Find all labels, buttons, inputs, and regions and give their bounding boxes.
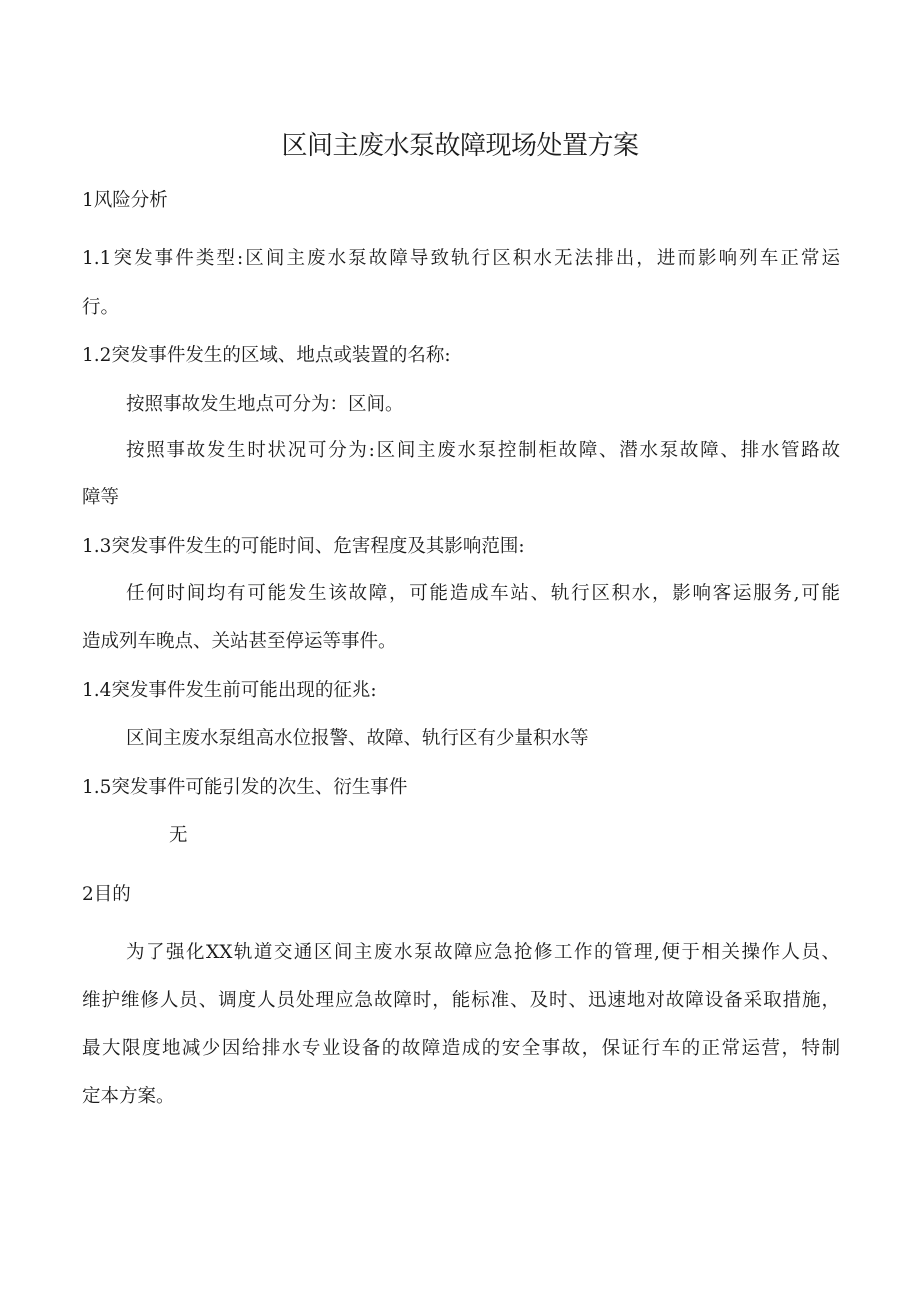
paragraph-1-3-line-1: 任何时间均有可能发生该故障，可能造成车站、轨行区积水，影响客运服务,可能: [126, 583, 840, 604]
section-heading-1-4: 1.4突发事件发生前可能出现的征兆:: [82, 680, 377, 701]
section-heading-2: 2目的: [82, 884, 131, 905]
paragraph-2-line-2: 维护维修人员、调度人员处理应急故障时，能标准、及时、迅速地对故障设备采取措施，: [82, 990, 840, 1011]
paragraph-1-4: 区间主废水泵组高水位报警、故障、轨行区有少量积水等: [126, 728, 589, 749]
paragraph-1-1-line-2: 行。: [82, 297, 120, 318]
paragraph-2-line-4: 定本方案。: [82, 1086, 175, 1107]
document-title: 区间主废水泵故障现场处置方案: [281, 131, 639, 161]
paragraph-2-line-1: 为了强化XX轨道交通区间主废水泵故障应急抢修工作的管理,便于相关操作人员、: [126, 942, 840, 963]
section-heading-1-3: 1.3突发事件发生的可能时间、危害程度及其影响范围:: [82, 536, 525, 557]
section-heading-1-2: 1.2突发事件发生的区域、地点或装置的名称:: [82, 345, 451, 366]
paragraph-1-1-line-1: 1.1突发事件类型:区间主废水泵故障导致轨行区积水无法排出，进而影响列车正常运: [82, 248, 840, 269]
paragraph-1-5: 无: [169, 825, 188, 846]
paragraph-2-line-3: 最大限度地减少因给排水专业设备的故障造成的安全事故，保证行车的正常运营，特制: [82, 1038, 840, 1059]
paragraph-1-2-location: 按照事故发生地点可分为：区间。: [126, 394, 404, 415]
section-heading-1: 1风险分析: [82, 190, 168, 211]
paragraph-1-2-status-line-2: 障等: [82, 487, 120, 508]
paragraph-1-2-status-line-1: 按照事故发生时状况可分为:区间主废水泵控制柜故障、潜水泵故障、排水管路故: [126, 440, 840, 461]
paragraph-1-3-line-2: 造成列车晚点、关站甚至停运等事件。: [82, 631, 397, 652]
section-heading-1-5: 1.5突发事件可能引发的次生、衍生事件: [82, 777, 408, 798]
